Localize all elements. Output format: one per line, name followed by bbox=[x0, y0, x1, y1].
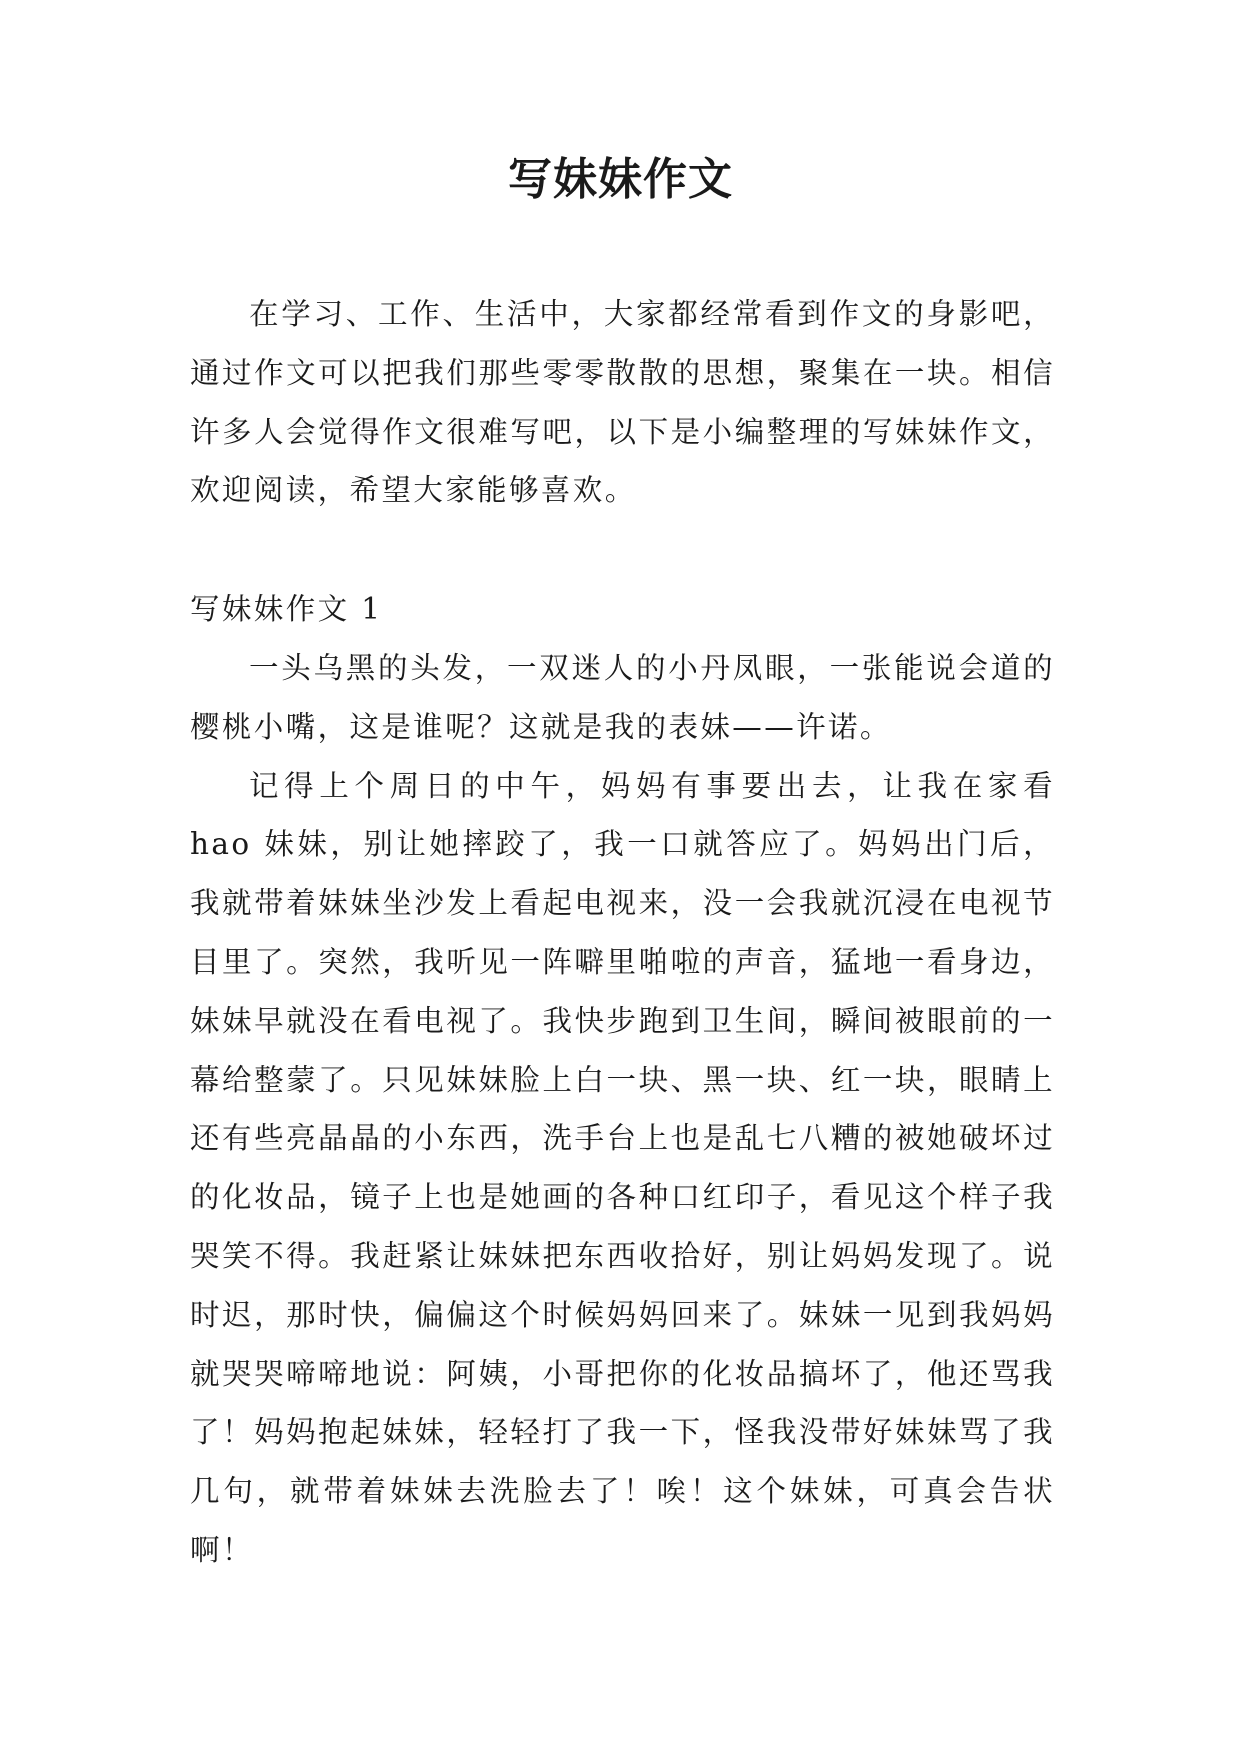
section-heading: 写妹妹作文 1 bbox=[190, 592, 383, 627]
document-title: 写妹妹作文 bbox=[508, 154, 733, 205]
body-paragraph: 一头乌黑的头发，一双迷人的小丹凤眼，一张能说会道的樱桃小嘴，这是谁呢？这就是我的表妹——许诺。 bbox=[190, 650, 1055, 744]
document-body bbox=[190, 285, 1055, 1580]
intro-paragraph: 在学习、工作、生活中，大家都经常看到作文的身影吧，通过作文可以把我们那些零零散散的思想，聚集在一块。相信许多人会觉得作文很难写吧，以下是小编整理的写妹妹作文，欢迎阅读，希望大家能够喜欢。 bbox=[190, 297, 1055, 508]
body-paragraph: 记得上个周日的中午，妈妈有事要出去，让我在家看 hao 妹妹，别让她摔跤了，我一口就答应了。妈妈出门后，我就带着妹妹坐沙发上看起电视来，没一会我就沉浸在电视节目里了。突然，我听见一阵噼里啪啦的声音，猛地一看身边，妹妹早就没在看电视了。我快步跑到卫生间，瞬间被眼前的一幕给整蒙了。只见妹妹脸上白一块、黑一块、红一块，眼睛上还有些亮晶晶的小东西，洗手台上也是乱七八糟的被她破坏过的化妆品，镜子上也是她画的各种口红印子，看见这个样子我哭笑不得。我赶紧让妹妹把东西收拾好，别让妈妈发现了。说时迟，那时快，偏偏这个时候妈妈回来了。妹妹一见到我妈妈就哭哭啼啼地说：阿姨，小哥把你的化妆品搞坏了，他还骂我了！妈妈抱起妹妹，轻轻打了我一下，怪我没带好妹妹骂了我几句，就带着妹妹去洗脸去了！唉！这个妹妹，可真会告状啊！ bbox=[190, 768, 1055, 1567]
